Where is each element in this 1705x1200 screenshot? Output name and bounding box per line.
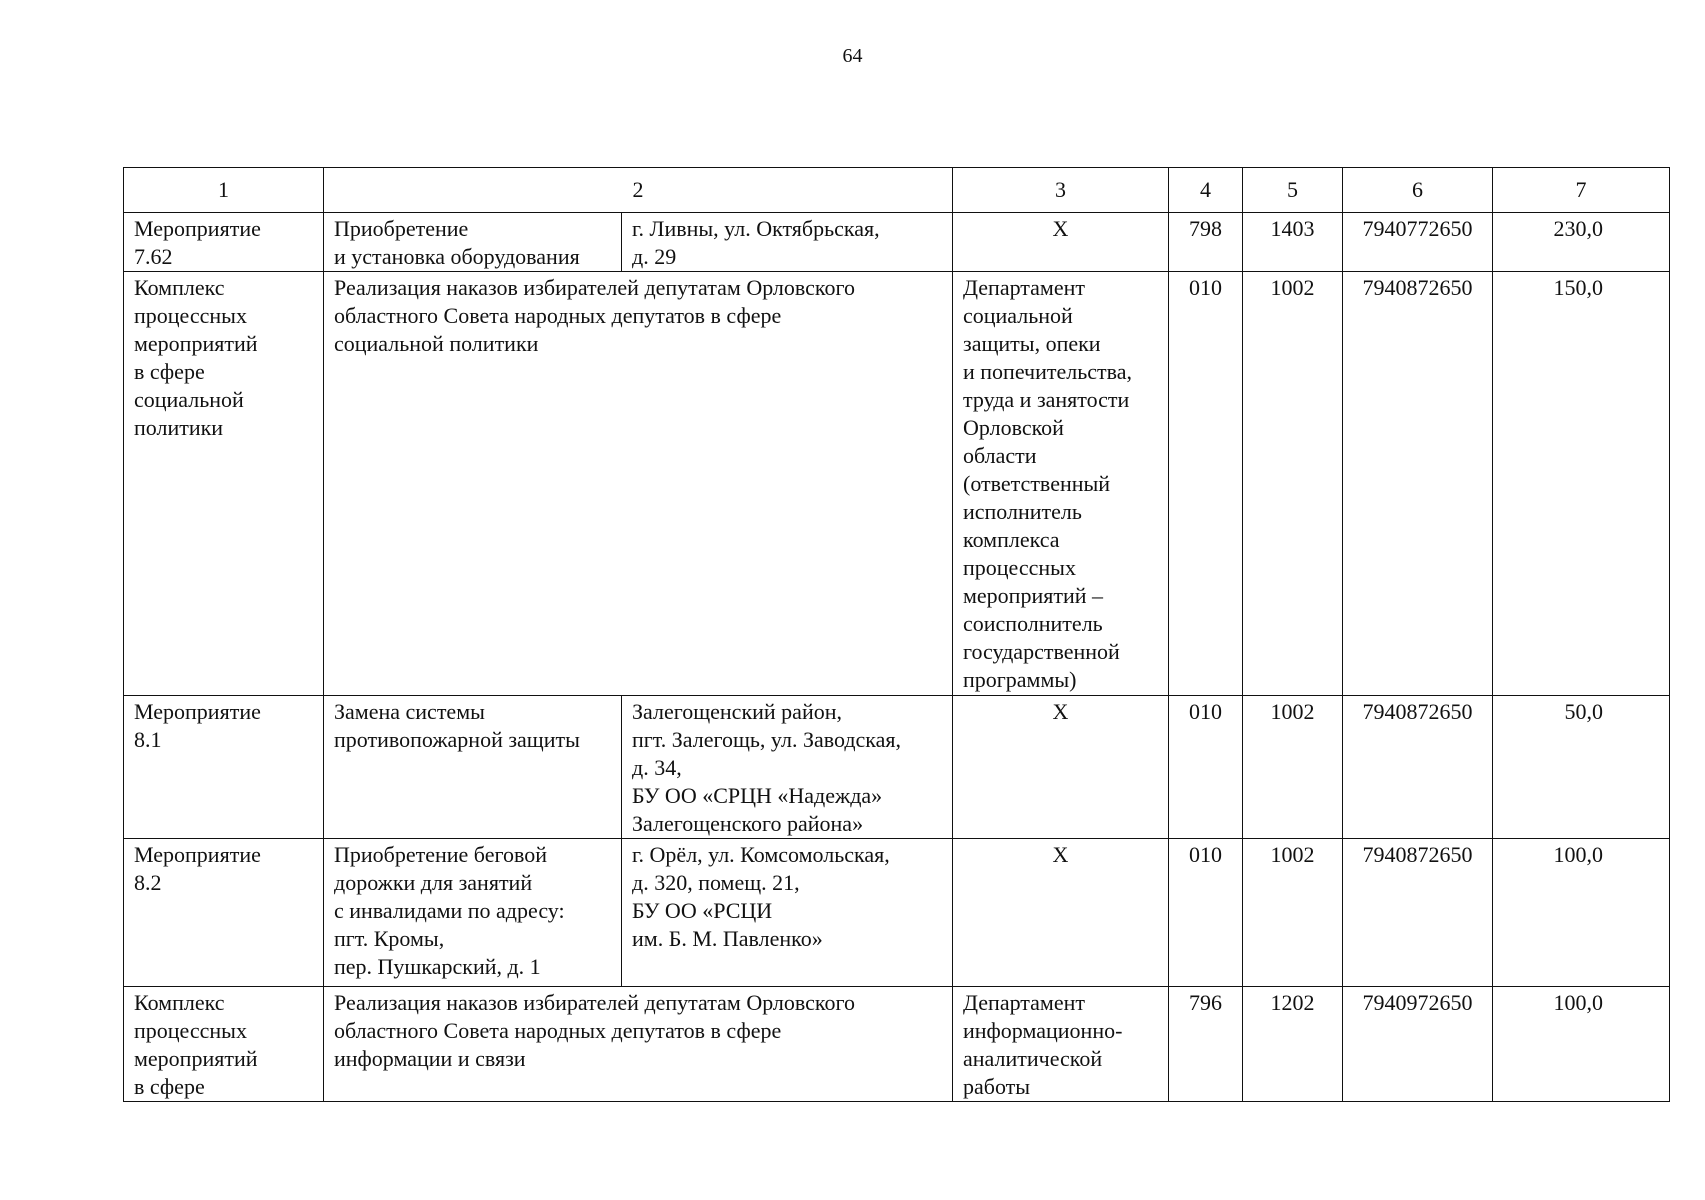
event-label: Мероприятие 8.1 [124,696,324,839]
amount-cell: 100,0 [1493,839,1670,987]
responsible-cell: Департамент информационно- аналитической работы [953,987,1169,1102]
column-header: 7 [1493,168,1670,213]
table-row [124,696,1670,839]
event-address: Залегощенский район, пгт. Залегощь, ул. Заводская, д. 34, БУ ОО «СРЦН «Надежда» Залегощенского района» [622,696,953,839]
target-article-cell: 7940772650 [1343,213,1493,272]
column-header: 3 [953,168,1169,213]
budget-table [123,167,1670,1102]
page-number: 64 [842,45,863,67]
complex-label: Комплекс процессных мероприятий в сфере [124,987,324,1102]
column-header: 6 [1343,168,1493,213]
table-row [124,839,1670,987]
amount-cell: 230,0 [1493,213,1670,272]
target-article-cell: 7940972650 [1343,987,1493,1102]
responsible-cell: Департамент социальной защиты, опеки и попечительства, труда и занятости Орловской области (ответственный исполнитель комплекса процессных мероприятий – соисполнитель государственной программы) [953,272,1169,696]
event-address: г. Орёл, ул. Комсомольская, д. 320, помещ. 21, БУ ОО «РСЦИ им. Б. М. Павленко» [622,839,953,987]
event-label: Мероприятие 7.62 [124,213,324,272]
table-row [124,272,1670,696]
event-description: Приобретение и установка оборудования [324,213,622,272]
code-cell: 796 [1169,987,1243,1102]
amount-cell: 100,0 [1493,987,1670,1102]
responsible-cell: Х [953,839,1169,987]
amount-cell: 150,0 [1493,272,1670,696]
responsible-cell: Х [953,696,1169,839]
section-code-cell: 1403 [1243,213,1343,272]
section-code-cell: 1002 [1243,272,1343,696]
target-article-cell: 7940872650 [1343,696,1493,839]
column-header: 2 [324,168,953,213]
column-header: 1 [124,168,324,213]
event-label: Мероприятие 8.2 [124,839,324,987]
code-cell: 798 [1169,213,1243,272]
amount-cell: 50,0 [1493,696,1670,839]
event-description: Замена системы противопожарной защиты [324,696,622,839]
table-row [124,987,1670,1102]
section-code-cell: 1202 [1243,987,1343,1102]
code-cell: 010 [1169,272,1243,696]
code-cell: 010 [1169,696,1243,839]
complex-description: Реализация наказов избирателей депутатам Орловского областного Совета народных депутатов в сфере социальной политики [324,272,953,696]
section-code-cell: 1002 [1243,839,1343,987]
code-cell: 010 [1169,839,1243,987]
table-row [124,213,1670,272]
section-code-cell: 1002 [1243,696,1343,839]
event-description: Приобретение беговой дорожки для занятий с инвалидами по адресу: пгт. Кромы, пер. Пушкарский, д. 1 [324,839,622,987]
complex-label: Комплекс процессных мероприятий в сфере социальной политики [124,272,324,696]
target-article-cell: 7940872650 [1343,272,1493,696]
responsible-cell: Х [953,213,1169,272]
column-header: 4 [1169,168,1243,213]
column-header: 5 [1243,168,1343,213]
complex-description: Реализация наказов избирателей депутатам Орловского областного Совета народных депутатов в сфере информации и связи [324,987,953,1102]
event-address: г. Ливны, ул. Октябрьская, д. 29 [622,213,953,272]
table-header-row [124,168,1670,213]
target-article-cell: 7940872650 [1343,839,1493,987]
